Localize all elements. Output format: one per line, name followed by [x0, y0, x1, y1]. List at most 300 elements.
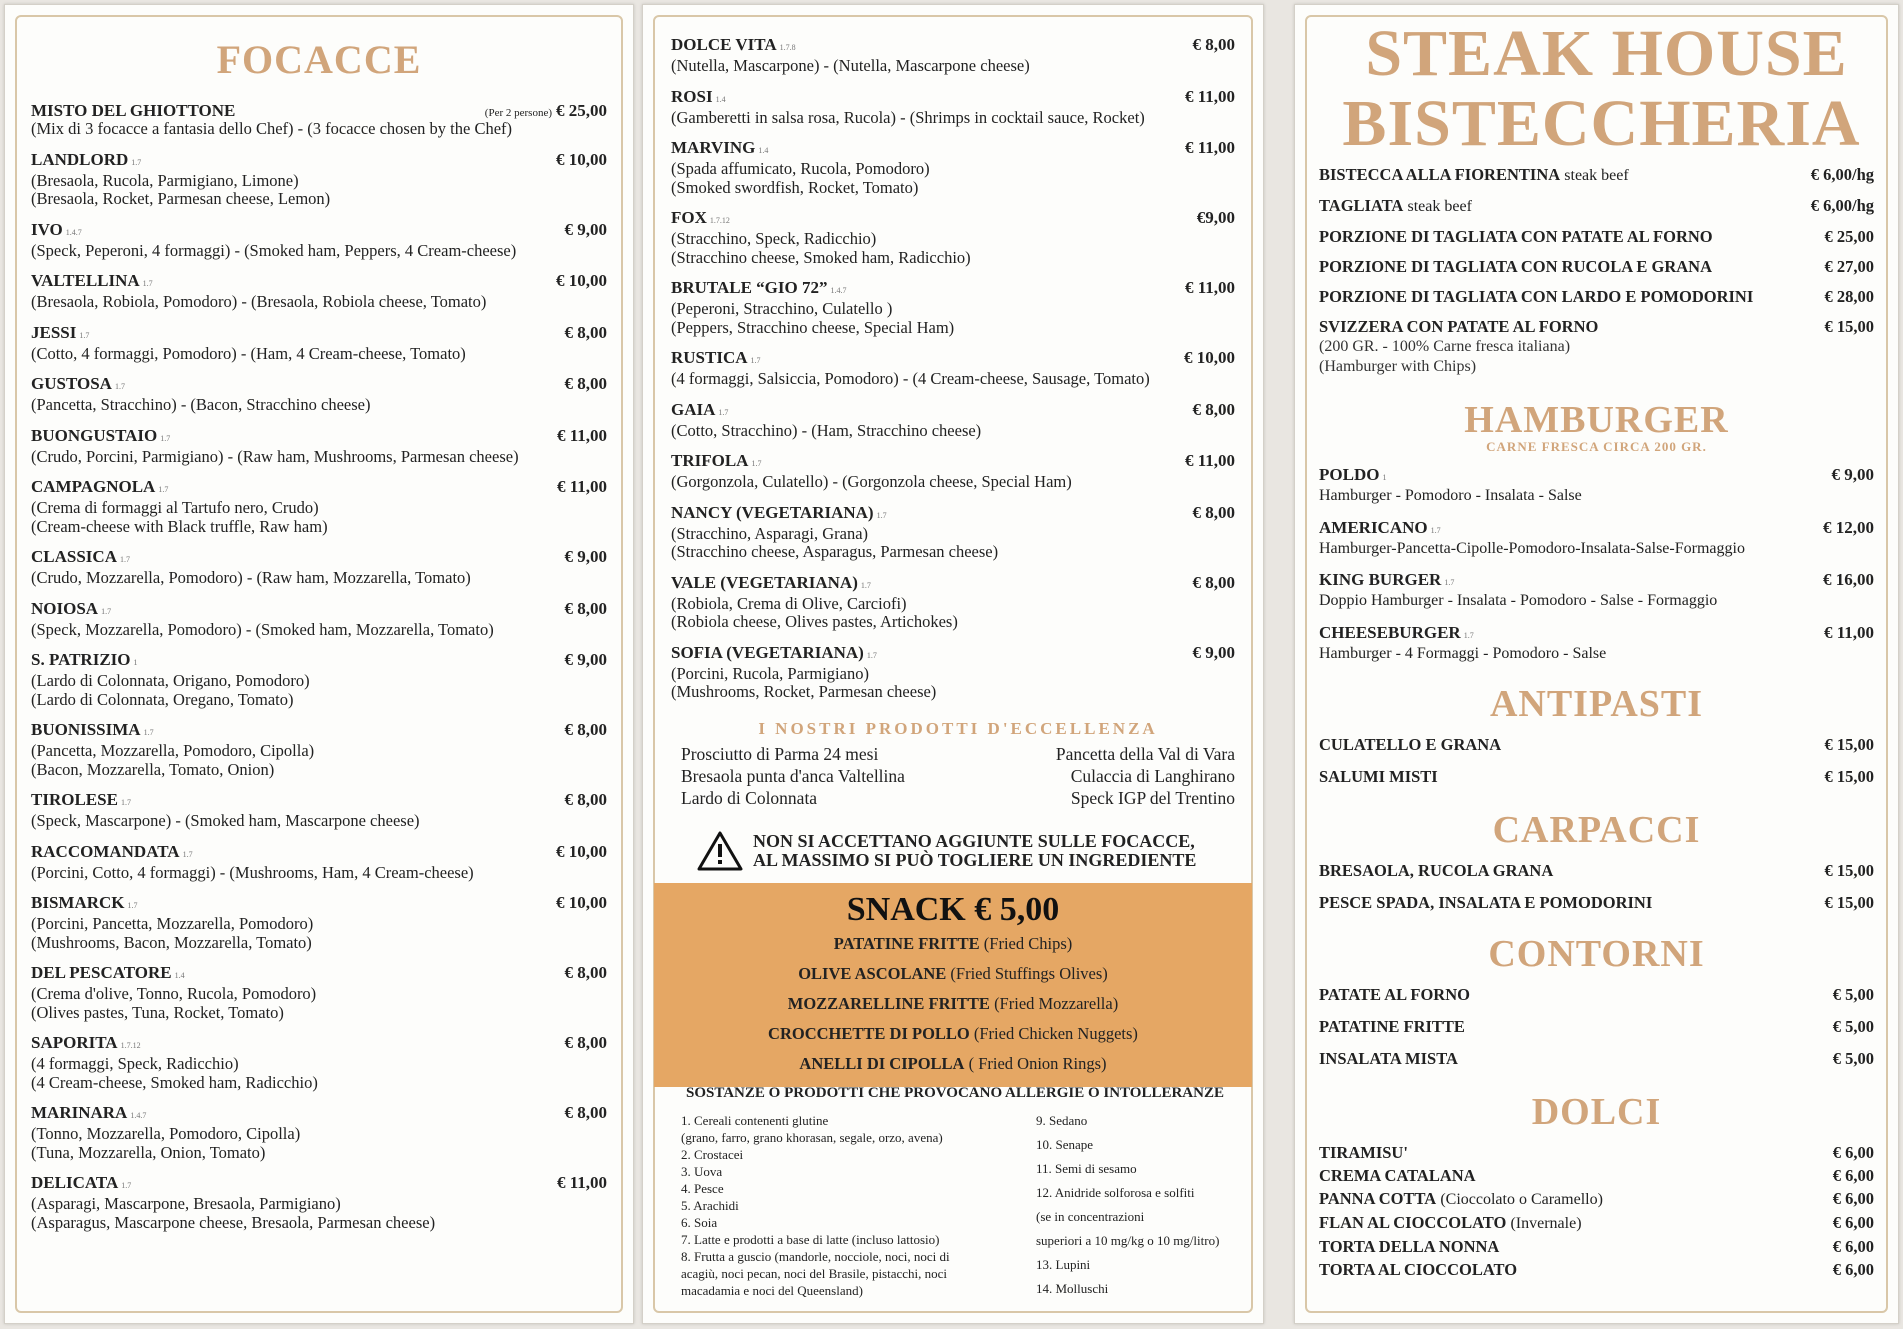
contorni-title: CONTORNI: [1488, 933, 1705, 975]
item-allergens: 1.4: [758, 146, 769, 155]
item-desc: (Crema d'olive, Tonno, Rucola, Pomodoro): [31, 984, 317, 1003]
eccellenza-right: [1056, 743, 1235, 809]
row-price: € 6,00: [1832, 1237, 1874, 1256]
item-price: € 8,00: [564, 1103, 607, 1122]
item-price: € 9,00: [564, 547, 607, 566]
item-price: € 8,00: [564, 963, 607, 982]
item-name: BUONISSIMA 1.7: [31, 720, 154, 739]
item-desc: (Peppers, Stracchino cheese, Special Ham): [671, 317, 955, 337]
svizzera-desc-1: (200 GR. - 100% Carne fresca italiana): [1319, 338, 1571, 355]
row-price: € 6,00: [1832, 1189, 1874, 1208]
menu-item: [671, 573, 1235, 632]
allergen-entry: 4. Pesce: [681, 1181, 724, 1196]
menu-item: [31, 720, 607, 779]
item-name: S. PATRIZIO 1: [31, 650, 138, 669]
item-name: VALE (VEGETARIANA) 1.7: [671, 572, 871, 592]
price-row: [1319, 1049, 1874, 1069]
item-desc: (Bresaola, Rocket, Parmesan cheese, Lemon): [31, 189, 331, 208]
snack-item: [654, 929, 1252, 959]
item-allergens: 1.7: [120, 798, 131, 807]
item-desc: (Stracchino cheese, Smoked ham, Radicchio): [671, 247, 971, 267]
allergen-entry: 1. Cereali contenenti glutine: [681, 1113, 829, 1128]
price-row: [1319, 257, 1874, 277]
item-desc: (Speck, Peperoni, 4 formaggi) - (Smoked ham, Peppers, 4 Cream-cheese): [31, 240, 517, 260]
row-price: € 15,00: [1824, 893, 1874, 912]
item-desc: (Cotto, 4 formaggi, Pomodoro) - (Ham, 4 Cream-cheese, Tomato): [31, 343, 466, 363]
snack-en: ( Fried Onion Rings): [968, 1054, 1107, 1073]
item-name: CLASSICA 1.7: [31, 547, 130, 566]
dolci-list: [1319, 1143, 1874, 1280]
item-allergens: 1.7: [79, 330, 90, 340]
row-name: INSALATA MISTA: [1319, 1049, 1458, 1068]
steak-list: [1319, 165, 1874, 337]
item-price: € 10,00: [556, 841, 607, 861]
snack-title: SNACK € 5,00: [846, 891, 1060, 928]
price-row: [1319, 985, 1874, 1005]
item-allergens: 1.7: [751, 459, 762, 468]
menu-item: [31, 1103, 607, 1162]
snack-item: [654, 1049, 1252, 1079]
allergen-entry: 6. Soia: [681, 1215, 718, 1230]
menu-item: [31, 374, 607, 415]
item-price: € 8,00: [564, 322, 607, 342]
menu-item: [31, 220, 607, 261]
item-allergens: 1.7: [866, 650, 877, 660]
item-desc: (Mushrooms, Bacon, Mozzarella, Tomato): [31, 932, 312, 952]
row-name: PORZIONE DI TAGLIATA CON RUCOLA E GRANA: [1319, 257, 1712, 276]
focacce-list: [31, 101, 607, 1232]
item-desc: (Lardo di Colonnata, Oregano, Tomato): [31, 689, 294, 709]
item-allergens: 1.4.7: [65, 227, 82, 237]
hamburger-item: [1319, 518, 1874, 559]
item-price: € 8,00: [564, 1033, 607, 1052]
item-desc: (Mushrooms, Rocket, Parmesan cheese): [671, 682, 937, 701]
price-row: [1319, 165, 1874, 186]
item-price: € 9,00: [564, 219, 607, 239]
item-name: LANDLORD 1.7: [31, 149, 142, 169]
row-sub: steak beef: [1407, 198, 1472, 215]
snack-en: (Fried Chicken Nuggets): [973, 1024, 1138, 1043]
item-allergens: 1.7: [142, 279, 153, 288]
item-desc: (Crudo, Porcini, Parmigiano) - (Raw ham, Mushrooms, Parmesan cheese): [31, 446, 519, 466]
hamburger-subtitle: CARNE FRESCA CIRCA 200 GR.: [1486, 439, 1707, 454]
allergen-entry: 12. Anidride solforosa e solfiti: [1036, 1185, 1195, 1200]
item-name: MARVING 1.4: [671, 138, 769, 157]
item-name: JESSI 1.7: [31, 322, 90, 342]
item-allergens: 1.7: [876, 510, 887, 520]
allergy-col-1: [681, 1112, 1026, 1304]
hamburger-item: [1319, 623, 1874, 664]
hamburger-item: [1319, 570, 1874, 611]
row-sub: (Cioccolato o Caramello): [1440, 1191, 1603, 1208]
contorni-list: [1319, 985, 1874, 1069]
item-desc: (Pancetta, Mozzarella, Pomodoro, Cipolla): [31, 741, 315, 760]
allergen-entry: (grano, farro, grano khorasan, segale, orzo, avena): [681, 1130, 943, 1145]
item-desc: (Pancetta, Stracchino) - (Bacon, Stracchino cheese): [31, 395, 371, 414]
allergy-col-2: [1036, 1112, 1239, 1304]
item-allergens: 1.4: [715, 94, 726, 104]
item-allergens: 1.7: [182, 849, 193, 859]
item-desc: (Tonno, Mozzarella, Pomodoro, Cipolla): [31, 1124, 301, 1143]
carpacci-list: [1319, 861, 1874, 913]
item-price: € 9,00: [1192, 642, 1235, 662]
item-price: € 8,00: [564, 374, 607, 393]
item-desc: (4 formaggi, Speck, Radicchio): [31, 1054, 239, 1073]
item-price: € 10,00: [556, 149, 607, 169]
menu-item: [671, 503, 1235, 562]
snack-name: ANELLI DI CIPOLLA: [799, 1054, 965, 1073]
eccellenza-item: Lardo di Colonnata: [681, 788, 818, 808]
allergen-entry: (se in concentrazioni: [1036, 1209, 1145, 1224]
eccellenza-left: [681, 743, 905, 809]
item-allergens: 1.7: [1463, 630, 1474, 640]
item-name: DEL PESCATORE 1.4: [31, 963, 185, 982]
item-allergens: 1.7: [114, 382, 125, 391]
item-name: BRUTALE “GIO 72” 1.4.7: [671, 278, 847, 297]
item-name: DOLCE VITA 1.7.8: [671, 35, 796, 54]
row-price: € 6,00/hg: [1810, 165, 1874, 184]
menu-item: [671, 35, 1235, 76]
row-price: € 5,00: [1832, 1049, 1874, 1068]
allergen-entry: macadamia e noci del Queensland): [681, 1283, 863, 1298]
row-price: € 15,00: [1824, 317, 1874, 336]
menu-item: [671, 451, 1235, 492]
row-name: TORTA DELLA NONNA: [1319, 1237, 1500, 1256]
item-desc: Doppio Hamburger - Insalata - Pomodoro - Salse - Formaggio: [1319, 592, 1718, 609]
item-price: € 11,00: [556, 1173, 607, 1192]
item-allergens: 1.7: [143, 728, 154, 737]
row-price: € 6,00/hg: [1810, 196, 1874, 215]
allergy-title: SOSTANZE O PRODOTTI CHE PROVOCANO ALLERGIE O INTOLLERANZE: [685, 1085, 1224, 1101]
price-row: [1319, 227, 1874, 247]
hamburger-list: [1319, 465, 1874, 663]
price-row: [1319, 1213, 1874, 1234]
eccellenza-title: I NOSTRI PRODOTTI D'ECCELLENZA: [758, 719, 1158, 738]
item-desc: (4 formaggi, Salsiccia, Pomodoro) - (4 Cream-cheese, Sausage, Tomato): [671, 369, 1150, 388]
item-desc: (Gorgonzola, Culatello) - (Gorgonzola cheese, Special Ham): [671, 472, 1072, 491]
item-name: RACCOMANDATA 1.7: [31, 841, 193, 861]
item-allergens: 1: [1382, 473, 1387, 482]
row-name: SALUMI MISTI: [1319, 767, 1438, 786]
item-price: € 16,00: [1823, 570, 1874, 589]
row-price: € 6,00: [1832, 1166, 1874, 1185]
snack-name: MOZZARELLINE FRITTE: [787, 994, 990, 1013]
row-name: TORTA AL CIOCCOLATO: [1319, 1260, 1518, 1279]
item-name: MISTO DEL GHIOTTONE: [31, 101, 236, 120]
eccellenza-item: Bresaola punta d'anca Valtellina: [681, 766, 905, 786]
menu-item: [671, 348, 1235, 389]
item-allergens: 1.7: [1444, 578, 1455, 587]
item-desc: (Asparagi, Mascarpone, Bresaola, Parmigiano): [31, 1194, 341, 1213]
item-price: € 10,00: [556, 271, 607, 290]
item-name: BUONGUSTAIO 1.7: [31, 425, 171, 445]
price-row: [1319, 767, 1874, 787]
row-price: € 6,00: [1832, 1143, 1874, 1162]
item-desc: (Mix di 3 focacce a fantasia dello Chef) - (3 focacce chosen by the Chef): [31, 119, 513, 138]
item-allergens: 1.4.7: [830, 286, 847, 295]
item-desc: (4 Cream-cheese, Smoked ham, Radicchio): [31, 1072, 318, 1092]
row-price: € 5,00: [1832, 985, 1874, 1004]
item-price: € 8,00: [564, 720, 607, 739]
allergen-entry: 2. Crostacei: [681, 1147, 744, 1162]
item-name: TIROLESE 1.7: [31, 790, 131, 809]
steakhouse-title: STEAK HOUSE: [1365, 17, 1848, 90]
item-name: SAPORITA 1.7.12: [31, 1033, 141, 1052]
price-row: [1319, 893, 1874, 913]
allergen-entry: 11. Semi di sesamo: [1036, 1161, 1137, 1176]
row-price: € 25,00: [1824, 227, 1874, 246]
snack-en: (Fried Chips): [983, 934, 1073, 953]
allergen-entry: 5. Arachidi: [681, 1198, 739, 1213]
item-desc: (Spada affumicato, Rucola, Pomodoro): [671, 159, 930, 178]
item-desc: (Speck, Mascarpone) - (Smoked ham, Mascarpone cheese): [31, 811, 420, 830]
row-price: € 6,00: [1832, 1213, 1874, 1232]
price-row: [1319, 1143, 1874, 1163]
item-desc: (Asparagus, Mascarpone cheese, Bresaola, Parmesan cheese): [31, 1212, 436, 1232]
item-desc: Hamburger - 4 Formaggi - Pomodoro - Salse: [1319, 644, 1607, 662]
item-allergens: 1.4.7: [130, 1111, 147, 1120]
item-allergens: 1.7: [131, 157, 142, 167]
item-desc: (Cream-cheese with Black truffle, Raw ham): [31, 516, 328, 536]
price-row: [1319, 317, 1874, 337]
menu-item: [31, 790, 607, 831]
snack-en: (Fried Stuffings Olives): [950, 964, 1108, 983]
allergen-entry: 13. Lupini: [1036, 1257, 1091, 1272]
item-price: € 8,00: [1192, 502, 1235, 522]
menu-item: [31, 323, 607, 364]
item-allergens: 1.7: [1430, 525, 1441, 535]
snack-item: [654, 989, 1252, 1019]
item-name: VALTELLINA 1.7: [31, 271, 153, 290]
item-price: € 8,00: [564, 598, 607, 618]
row-price: € 15,00: [1824, 861, 1874, 880]
item-desc: (Bacon, Mozzarella, Tomato, Onion): [31, 759, 275, 779]
item-allergens: 1.7: [718, 407, 729, 417]
item-desc: (Stracchino, Speck, Radicchio): [671, 229, 877, 248]
eccellenza-item: Prosciutto di Parma 24 mesi: [681, 744, 879, 764]
item-desc: (Robiola cheese, Olives pastes, Artichokes): [671, 612, 958, 631]
price-row: [1319, 287, 1874, 307]
item-desc: (Nutella, Mascarpone) - (Nutella, Mascarpone cheese): [671, 56, 1030, 75]
allergen-entry: 7. Latte e prodotti a base di latte (incluso lattosio): [681, 1232, 940, 1247]
item-price: € 10,00: [556, 893, 607, 912]
warning-notice: [697, 831, 1235, 871]
warning-line-1: NON SI ACCETTANO AGGIUNTE SULLE FOCACCE,: [753, 831, 1195, 851]
eccellenza-item: Pancetta della Val di Vara: [1055, 744, 1235, 764]
menu-item: [31, 271, 607, 312]
menu-item: [31, 477, 607, 536]
item-price: € 12,00: [1823, 517, 1874, 537]
item-desc: (Gamberetti in salsa rosa, Rucola) - (Shrimps in cocktail sauce, Rocket): [671, 107, 1145, 127]
allergen-entry: acagiù, noci pecan, noci del Brasile, pistacchi, noci: [681, 1266, 948, 1281]
price-row: [1319, 1017, 1874, 1037]
row-name: PESCE SPADA, INSALATA E POMODORINI: [1319, 893, 1653, 912]
item-desc: (Smoked swordfish, Rocket, Tomato): [671, 177, 919, 197]
row-price: € 28,00: [1824, 287, 1874, 306]
antipasti-title: ANTIPASTI: [1489, 683, 1704, 725]
item-price: € 8,00: [1192, 399, 1235, 419]
row-name: BISTECCA ALLA FIORENTINA: [1319, 165, 1561, 184]
row-price: € 5,00: [1832, 1017, 1874, 1036]
hamburger-title: HAMBURGER: [1464, 399, 1729, 441]
menu-item: [671, 643, 1235, 702]
item-allergens: 1.7: [750, 356, 761, 365]
item-allergens: 1.7: [121, 1181, 132, 1190]
snack-list: [654, 929, 1252, 1079]
menu-item: [31, 963, 607, 1022]
row-name: PORZIONE DI TAGLIATA CON LARDO E POMODORINI: [1319, 287, 1754, 306]
item-desc: (Stracchino, Asparagi, Grana): [671, 523, 869, 543]
allergen-entry: 10. Senape: [1036, 1137, 1094, 1152]
eccellenza-item: Culaccia di Langhirano: [1070, 766, 1235, 786]
row-sub: (Invernale): [1510, 1215, 1582, 1232]
menu-item: [671, 278, 1235, 337]
item-name: MARINARA 1.4.7: [31, 1103, 147, 1122]
price-row: [1319, 1189, 1874, 1210]
item-name: RUSTICA 1.7: [671, 348, 761, 367]
menu-item: [31, 1033, 607, 1092]
price-row: [1319, 196, 1874, 217]
item-allergens: 1.7: [860, 580, 871, 590]
price-row: [1319, 735, 1874, 755]
item-desc: (Speck, Mozzarella, Pomodoro) - (Smoked ham, Mozzarella, Tomato): [31, 619, 494, 639]
menu-item: [31, 150, 607, 209]
row-price: € 6,00: [1832, 1260, 1874, 1279]
allergen-entry: 8. Frutta a guscio (mandorle, nocciole, noci, noci di: [681, 1249, 950, 1264]
item-desc: (Porcini, Cotto, 4 formaggi) - (Mushrooms, Ham, 4 Cream-cheese): [31, 862, 474, 882]
dolci-title: DOLCI: [1531, 1091, 1662, 1133]
snack-box: [654, 883, 1252, 1087]
snack-name: PATATINE FRITTE: [833, 934, 980, 953]
item-name: CHEESEBURGER 1.7: [1319, 622, 1474, 642]
snack-en: (Fried Mozzarella): [994, 994, 1119, 1013]
row-sub: steak beef: [1564, 167, 1629, 184]
menu-item: [31, 426, 607, 467]
item-desc: (Tuna, Mozzarella, Onion, Tomato): [31, 1142, 266, 1162]
row-name: PORZIONE DI TAGLIATA CON PATATE AL FORNO: [1319, 227, 1713, 246]
snack-name: OLIVE ASCOLANE: [798, 964, 947, 983]
snack-item: [654, 959, 1252, 989]
row-name: CREMA CATALANA: [1319, 1166, 1476, 1185]
svizzera-desc: [1319, 337, 1874, 377]
item-allergens: 1.7.8: [779, 43, 796, 52]
item-desc: (Crudo, Mozzarella, Pomodoro) - (Raw ham, Mozzarella, Tomato): [31, 568, 471, 587]
eccellenza-item: Speck IGP del Trentino: [1070, 788, 1235, 808]
item-allergens: 1.7: [101, 606, 112, 616]
item-price: € 10,00: [1184, 348, 1235, 367]
item-name: GAIA 1.7: [671, 399, 729, 419]
item-desc: (Porcini, Rucola, Parmigiano): [671, 663, 869, 683]
carpacci-title: CARPACCI: [1492, 809, 1701, 851]
price-row: [1319, 1237, 1874, 1257]
item-price: € 8,00: [1192, 35, 1235, 54]
item-price: € 11,00: [1184, 138, 1235, 157]
item-desc: Hamburger-Pancetta-Cipolle-Pomodoro-Insalata-Salse-Formaggio: [1319, 539, 1745, 557]
row-price: € 15,00: [1824, 735, 1874, 754]
menu-item: [31, 842, 607, 883]
item-price: €9,00: [1196, 208, 1235, 227]
item-desc: (Robiola, Crema di Olive, Carciofi): [671, 593, 907, 613]
item-allergens: 1.7: [160, 433, 171, 443]
item-price: € 8,00: [564, 790, 607, 809]
item-desc: (Olives pastes, Tuna, Rocket, Tomato): [31, 1002, 284, 1022]
item-name: GUSTOSA 1.7: [31, 374, 125, 393]
price-row: [1319, 861, 1874, 881]
item-desc: (Peperoni, Stracchino, Culatello ): [671, 299, 893, 318]
price-row: [1319, 1260, 1874, 1280]
item-name: AMERICANO 1.7: [1319, 517, 1441, 537]
hamburger-item: [1319, 465, 1874, 506]
row-name: PATATE AL FORNO: [1319, 985, 1470, 1004]
snack-item: [654, 1019, 1252, 1049]
item-price: € 11,00: [556, 425, 607, 445]
item-price: € 8,00: [1192, 572, 1235, 592]
warning-line-2: AL MASSIMO SI PUÒ TOGLIERE UN INGREDIENTE: [753, 850, 1197, 870]
menu-item: [31, 547, 607, 588]
item-name: FOX 1.7.12: [671, 208, 730, 227]
item-allergens: 1.7.12: [709, 216, 730, 225]
row-name: SVIZZERA CON PATATE AL FORNO: [1319, 317, 1599, 336]
item-desc: (Crema di formaggi al Tartufo nero, Crudo): [31, 498, 319, 517]
item-price: (Per 2 persone) € 25,00: [484, 101, 607, 120]
item-name: CAMPAGNOLA 1.7: [31, 477, 169, 496]
allergen-entry: 14. Molluschi: [1036, 1281, 1109, 1296]
item-desc: (Bresaola, Rucola, Parmigiano, Limone): [31, 170, 299, 190]
focacce-snack-panel: [642, 4, 1264, 1324]
item-desc: (Lardo di Colonnata, Origano, Pomodoro): [31, 671, 310, 690]
item-price: € 9,00: [564, 650, 607, 669]
allergy-section: [671, 1085, 1239, 1304]
item-desc: (Stracchino cheese, Asparagus, Parmesan cheese): [671, 542, 999, 561]
item-price: € 11,00: [1184, 451, 1235, 470]
item-name: DELICATA 1.7: [31, 1173, 132, 1192]
focacce-title: FOCACCE: [216, 37, 422, 82]
row-name: PATATINE FRITTE: [1319, 1017, 1465, 1036]
item-price: € 11,00: [1184, 278, 1235, 297]
item-allergens: 1: [133, 658, 138, 667]
menu-item: [671, 138, 1235, 197]
price-row: [1319, 1166, 1874, 1186]
row-name: PANNA COTTA: [1319, 1189, 1437, 1208]
item-name: ROSI 1.4: [671, 86, 726, 106]
menu-item: [671, 87, 1235, 128]
menu-item: [671, 400, 1235, 441]
menu-item: [31, 101, 607, 139]
row-name: TIRAMISU': [1319, 1143, 1408, 1162]
row-name: BRESAOLA, RUCOLA GRANA: [1319, 861, 1554, 880]
row-name: FLAN AL CIOCCOLATO: [1319, 1213, 1507, 1232]
item-name: BISMARCK 1.7: [31, 893, 138, 912]
menu-item: [671, 208, 1235, 267]
svizzera-desc-2: (Hamburger with Chips): [1319, 358, 1477, 375]
menu-item: [31, 893, 607, 952]
item-price: € 11,00: [1184, 86, 1235, 106]
warning-icon: [697, 831, 743, 871]
item-name: TRIFOLA 1.7: [671, 451, 762, 470]
item-desc: Hamburger - Pomodoro - Insalata - Salse: [1319, 487, 1582, 504]
item-name: NOIOSA 1.7: [31, 598, 112, 618]
item-name: KING BURGER 1.7: [1319, 570, 1455, 589]
snack-name: CROCCHETTE DI POLLO: [768, 1024, 970, 1043]
menu-item: [31, 650, 607, 709]
item-price: € 11,00: [556, 477, 607, 496]
item-allergens: 1.7: [119, 555, 130, 564]
item-name: IVO 1.4.7: [31, 219, 82, 239]
allergen-entry: 3. Uova: [681, 1164, 723, 1179]
item-price: € 9,00: [1831, 465, 1874, 484]
row-price: € 27,00: [1824, 257, 1874, 276]
item-desc: (Cotto, Stracchino) - (Ham, Stracchino cheese): [671, 420, 982, 440]
